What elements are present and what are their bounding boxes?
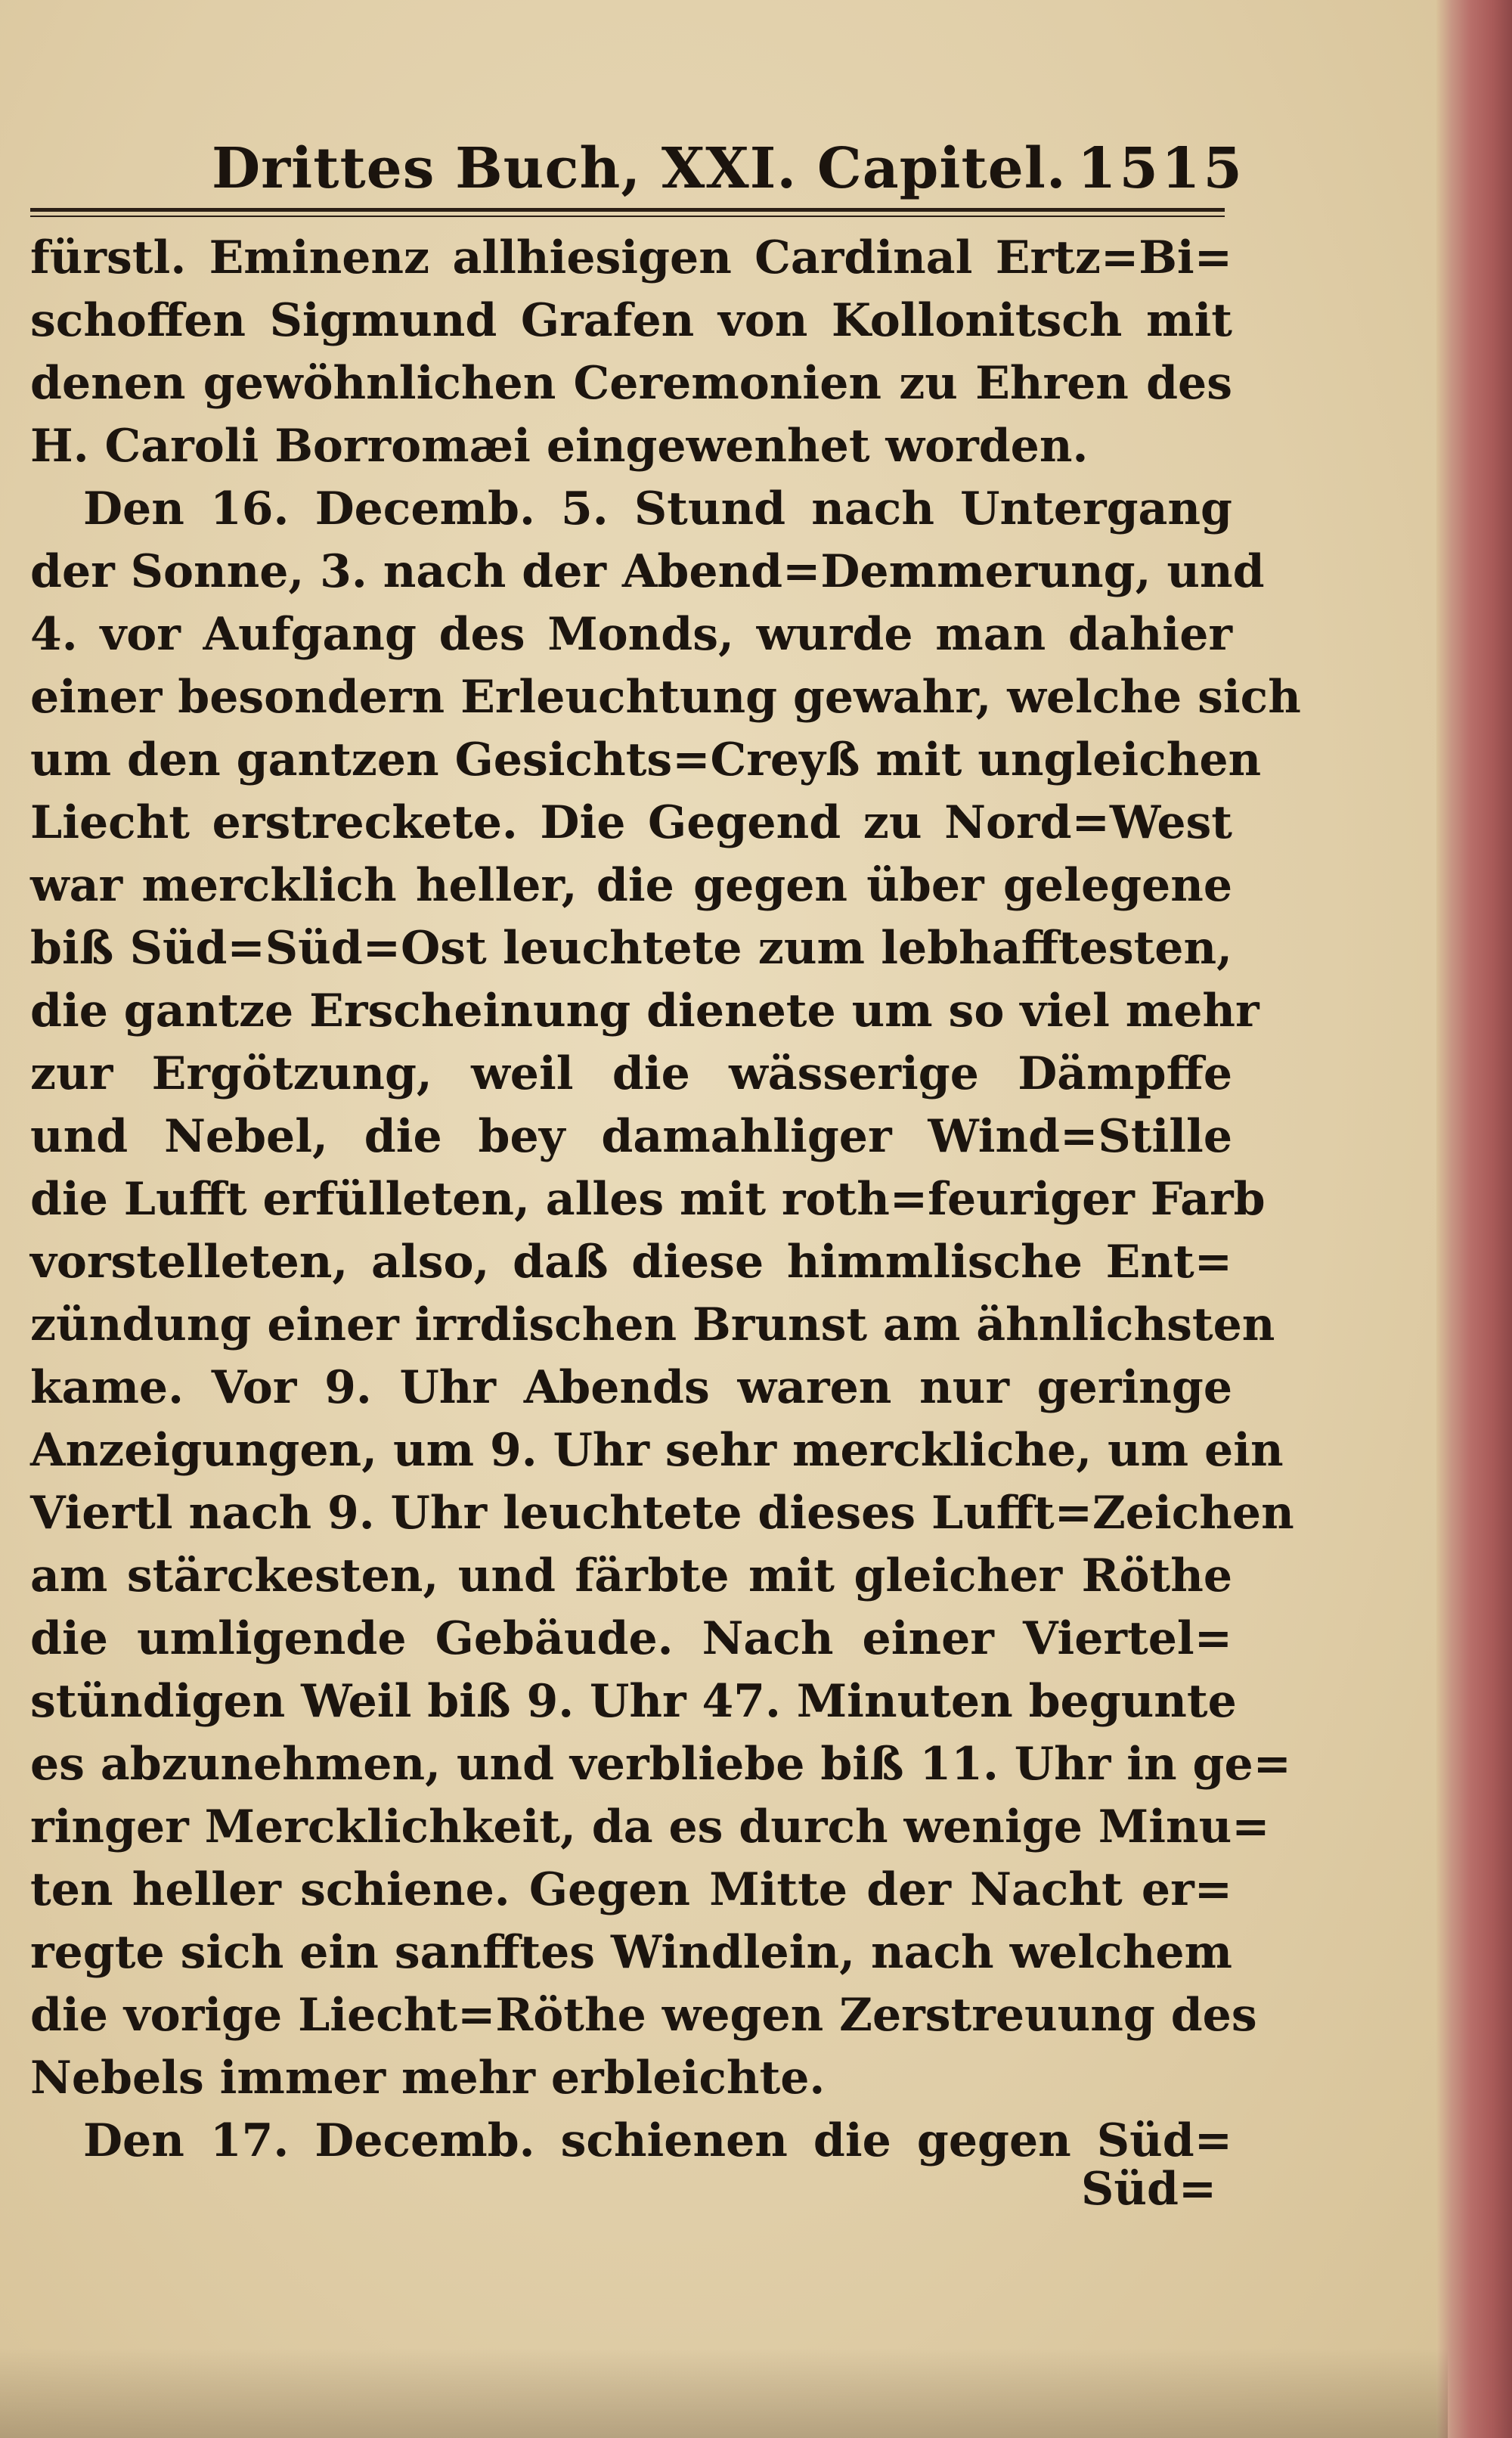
- text-line: denen gewöhnlichen Ceremonien zu Ehren des: [30, 357, 1232, 410]
- page-shadow: [0, 2348, 1448, 2438]
- text-line: ringer Mercklichkeit, da es durch wenige Minu=: [30, 1801, 1270, 1853]
- body-text: [30, 227, 1301, 2173]
- text-line: einer besondern Erleuchtung gewahr, welche sich: [30, 671, 1301, 724]
- text-line: fürstl. Eminenz allhiesigen Cardinal Ertz=Bi=: [30, 231, 1232, 284]
- text-line: regte sich ein sanfftes Windlein, nach welchem: [30, 1926, 1232, 1979]
- text-line: Liecht erstreckete. Die Gegend zu Nord=West: [30, 796, 1232, 849]
- text-line: 4. vor Aufgang des Monds, wurde man dahier: [30, 608, 1232, 661]
- page-number: 1515: [1077, 136, 1245, 201]
- text-line: schoffen Sigmund Grafen von Kollonitsch mit: [30, 294, 1232, 347]
- text-line: zündung einer irrdischen Brunst am ähnlichsten: [30, 1298, 1275, 1351]
- text-line: Viertl nach 9. Uhr leuchtete dieses Lufft=Zeichen: [30, 1487, 1294, 1540]
- text-line: stündigen Weil biß 9. Uhr 47. Minuten begunte: [30, 1675, 1237, 1728]
- page-edge: [1436, 0, 1512, 2438]
- text-line: kame. Vor 9. Uhr Abends waren nur geringe: [30, 1361, 1232, 1414]
- text-line: war mercklich heller, die gegen über gelegene: [30, 859, 1232, 912]
- text-line: zur Ergötzung, weil die wässerige Dämpffe: [30, 1047, 1232, 1100]
- text-line: Anzeigungen, um 9. Uhr sehr merckliche, um ein: [30, 1424, 1284, 1477]
- text-line: der Sonne, 3. nach der Abend=Demmerung, und: [30, 545, 1265, 598]
- text-line: Nebels immer mehr erbleichte.: [30, 2052, 826, 2105]
- text-line: es abzunehmen, und verbliebe biß 11. Uhr in ge=: [30, 1738, 1291, 1791]
- text-line: ten heller schiene. Gegen Mitte der Nacht er=: [30, 1863, 1232, 1916]
- text-line: biß Süd=Süd=Ost leuchtete zum lebhafftesten,: [30, 922, 1232, 975]
- text-line: die gantze Erscheinung dienete um so viel mehr: [30, 985, 1259, 1038]
- text-line: die umligende Gebäude. Nach einer Viertel=: [30, 1612, 1232, 1665]
- text-line: am stärckesten, und färbte mit gleicher Röthe: [30, 1549, 1232, 1602]
- running-head: Drittes Buch, XXI. Capitel.: [212, 136, 1067, 201]
- text-line: um den gantzen Gesichts=Creyß mit ungleichen: [30, 734, 1262, 786]
- text-line: und Nebel, die bey damahliger Wind=Stille: [30, 1110, 1232, 1163]
- catchword: Süd=: [1081, 2163, 1217, 2216]
- header-rule: [30, 208, 1225, 212]
- page-header: [30, 136, 1245, 204]
- text-line: die vorige Liecht=Röthe wegen Zerstreuung des: [30, 1989, 1257, 2042]
- text-line: Den 17. Decemb. schienen die gegen Süd=: [83, 2114, 1232, 2167]
- text-line: Den 16. Decemb. 5. Stund nach Untergang: [83, 482, 1232, 535]
- text-line: vorstelleten, also, daß diese himmlische Ent=: [30, 1236, 1232, 1289]
- text-line: die Lufft erfülleten, alles mit roth=feuriger Farb: [30, 1173, 1266, 1226]
- text-line: H. Caroli Borromæi eingewenhet worden.: [30, 420, 1089, 473]
- header-rule-thin: [30, 216, 1225, 217]
